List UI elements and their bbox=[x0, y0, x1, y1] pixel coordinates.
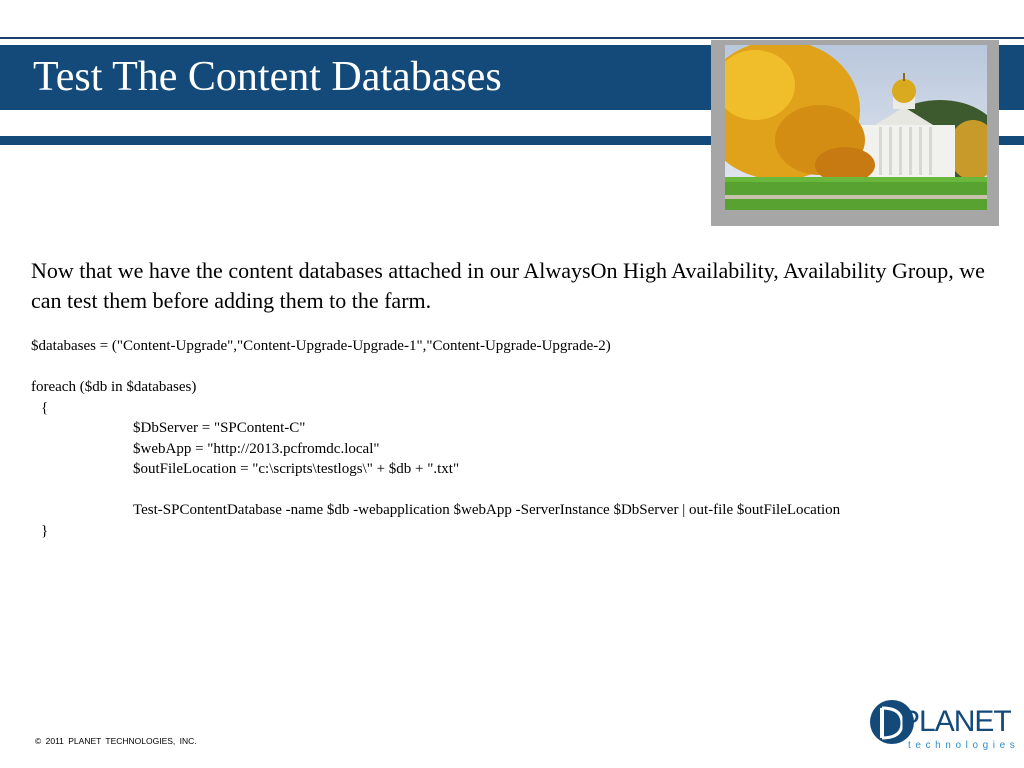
header-rule bbox=[0, 37, 1024, 39]
code-line-open-brace: { bbox=[41, 399, 49, 416]
slide-title: Test The Content Databases bbox=[33, 54, 502, 100]
planet-technologies-logo bbox=[868, 696, 1020, 754]
code-line-webapp: $webApp = "http://2013.pcfromdc.local" bbox=[133, 440, 380, 457]
copyright-footer: © 2011 PLANET TECHNOLOGIES, INC. bbox=[35, 736, 197, 746]
code-line-outfile: $outFileLocation = "c:\scripts\testlogs\" + $db + ".txt" bbox=[133, 461, 460, 477]
code-blank-line bbox=[31, 357, 1011, 378]
powershell-script bbox=[31, 336, 1011, 541]
code-line-close-brace: } bbox=[41, 522, 49, 539]
code-line-foreach: foreach ($db in $databases) bbox=[31, 379, 197, 395]
code-line-test-command: Test-SPContentDatabase -name $db -webapplication $webApp -ServerInstance $DbServer | out-file $outFileLocation bbox=[133, 502, 841, 518]
intro-paragraph: Now that we have the content databases attached in our AlwaysOn High Availability, Availability Group, we can test them before adding them to the farm. bbox=[31, 258, 985, 313]
capitol-building-photo bbox=[725, 45, 987, 210]
logo-subtitle: technologies bbox=[908, 740, 1020, 751]
code-line-databases: $databases = ("Content-Upgrade","Content-Upgrade-Upgrade-1","Content-Upgrade-Upgrade-2) bbox=[31, 338, 611, 354]
logo-wordmark: PLANET bbox=[900, 705, 1011, 738]
code-blank-line bbox=[31, 480, 1011, 501]
code-line-dbserver: $DbServer = "SPContent-C" bbox=[133, 420, 306, 436]
header-photo-frame bbox=[711, 40, 999, 226]
